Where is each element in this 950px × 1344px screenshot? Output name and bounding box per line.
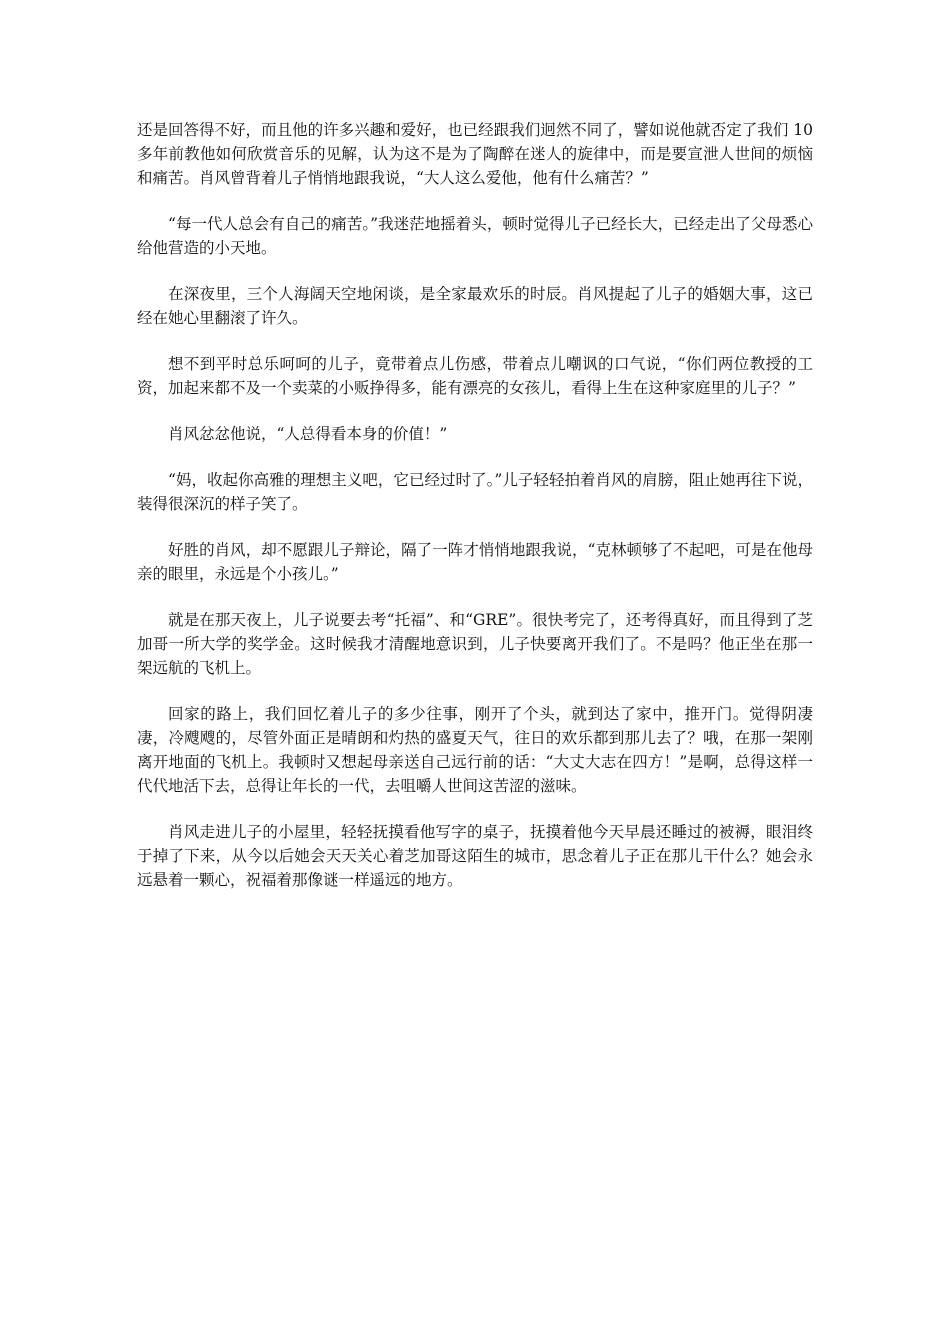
paragraph-6: “妈，收起你高雅的理想主义吧，它已经过时了。”儿子轻轻拍着肖风的肩膀，阻止她再往下说，装得很深沉的样子笑了。	[137, 471, 813, 513]
paragraph-10: 肖风走进儿子的小屋里，轻轻抚摸看他写字的桌子，抚摸着他今天早晨还睡过的被褥，眼泪终于掉了下来，从今以后她会天天关心着芝加哥这陌生的城市，思念着儿子正在那儿干什么？她会永远悬着一颗心，祝福着那像谜一样遥远的地方。	[137, 823, 813, 889]
document-page	[137, 118, 813, 914]
paragraph-4: 想不到平时总乐呵呵的儿子，竟带着点儿伤感，带着点儿嘲讽的口气说，“你们两位教授的工资，加起来都不及一个卖菜的小贩挣得多，能有漂亮的女孩儿，看得上生在这种家庭里的儿子？”	[137, 355, 813, 397]
paragraph-1: 还是回答得不好，而且他的许多兴趣和爱好，也已经跟我们迥然不同了，譬如说他就否定了我们 10 多年前教他如何欣赏音乐的见解，认为这不是为了陶醉在迷人的旋律中，而是要宣泄人世间的烦恼和痛苦。肖风曾背着儿子悄悄地跟我说，“大人这么爱他，他有什么痛苦？”	[137, 121, 813, 187]
paragraph-7: 好胜的肖风，却不愿跟儿子辩论，隔了一阵才悄悄地跟我说，“克林顿够了不起吧，可是在他母亲的眼里，永远是个小孩儿。”	[137, 541, 813, 583]
paragraph-9: 回家的路上，我们回忆着儿子的多少往事，刚开了个头，就到达了家中，推开门。觉得阴凄凄，冷飕飕的，尽管外面正是晴朗和灼热的盛夏天气，往日的欢乐都到那儿去了？哦，在那一架刚离开地面的飞机上。我顿时又想起母亲送自己远行前的话：“大丈大志在四方！”是啊，总得这样一代代地活下去，总得让年长的一代，去咀嚼人世间这苦涩的滋味。	[137, 705, 813, 795]
paragraph-3: 在深夜里，三个人海阔天空地闲谈，是全家最欢乐的时辰。肖风提起了儿子的婚姻大事，这已经在她心里翻滚了许久。	[137, 285, 813, 327]
paragraph-5: 肖风忿忿他说，“人总得看本身的价值！”	[168, 425, 448, 443]
paragraph-2: “每一代人总会有自己的痛苦。”我迷茫地摇着头，顿时觉得儿子已经长大，已经走出了父母悉心给他营造的小天地。	[137, 215, 813, 257]
paragraph-8: 就是在那天夜上，儿子说要去考“托福”、和“GRE”。很快考完了，还考得真好，而且得到了芝加哥一所大学的奖学金。这时候我才清醒地意识到，儿子快要离开我们了。不是吗？他正坐在那一架远航的飞机上。	[137, 611, 813, 677]
